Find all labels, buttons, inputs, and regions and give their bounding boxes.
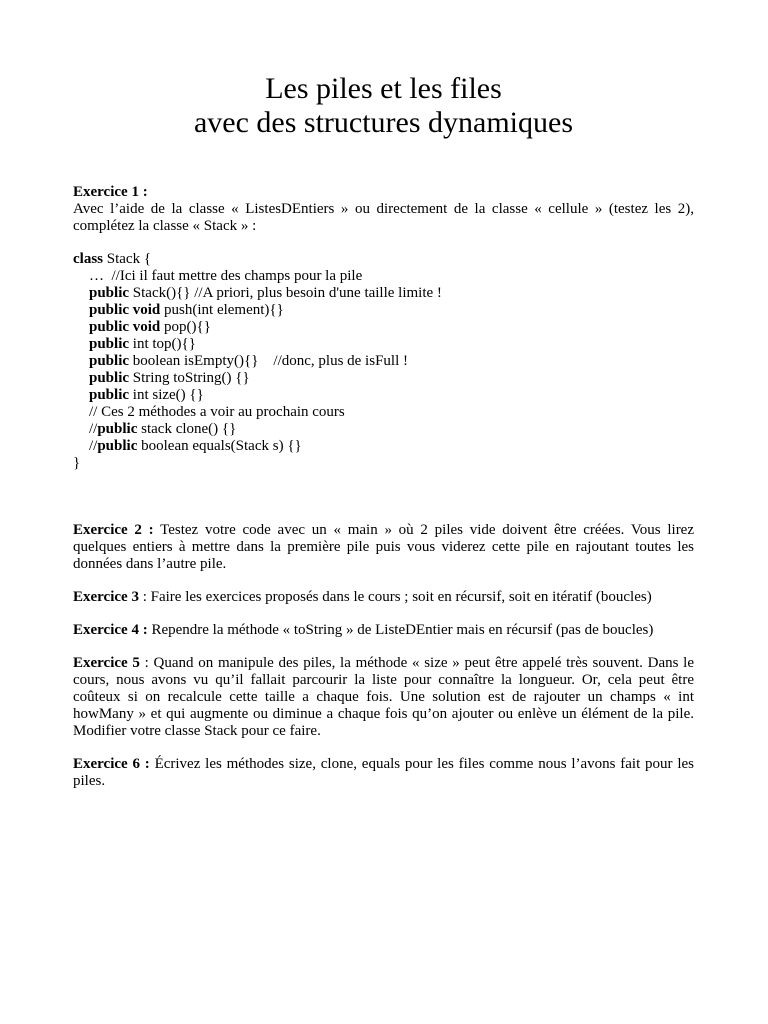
exercise-3 (73, 589, 694, 606)
code-text: Stack(){} //A priori, plus besoin d'une taille limite ! (129, 285, 442, 301)
code-keyword: public void (89, 319, 161, 335)
code-text: Stack { (103, 251, 152, 267)
code-line (73, 285, 694, 302)
code-line (73, 353, 694, 370)
code-line (73, 438, 694, 455)
exercise-6 (73, 756, 694, 790)
code-keyword: public (97, 421, 138, 437)
exercise-1 (73, 184, 694, 235)
code-keyword: public void (89, 302, 161, 318)
code-comment-prefix: // (89, 421, 98, 437)
code-line (73, 370, 694, 387)
code-text: int size() {} (129, 387, 204, 403)
code-keyword: public (89, 387, 130, 403)
exercise-3-text: : Faire les exercices proposés dans le cours ; soit en récursif, soit en itératif (boucles) (138, 589, 652, 605)
exercise-6-label: Exercice 6 : (73, 756, 150, 772)
code-keyword: public (97, 438, 138, 454)
exercise-5-text: : Quand on manipule des piles, la méthode « size » peut être appelé très souvent. Dans le cours, nous avons vu qu’il fallait parcourir la liste pour connaître la longueur. Or, cela peut être coûteux si on recalcule cette taille a chaque fois. Une solution est de rajouter un champs « int howMany » et qui augmente ou diminue a chaque fois qu’on ajouter ou enlève un élément de la pile. Modifier votre classe Stack pour ce faire. (73, 655, 694, 739)
title-line-2: avec des structures dynamiques (193, 106, 574, 139)
code-text: int top(){} (129, 336, 196, 352)
exercise-6-text: Écrivez les méthodes size, clone, equals pour les files comme nous l’avons fait pour les piles. (73, 756, 694, 789)
code-text: boolean isEmpty(){} //donc, plus de isFull ! (129, 353, 408, 369)
exercise-5 (73, 655, 694, 740)
exercise-2 (73, 522, 694, 573)
code-line (73, 421, 694, 438)
code-text: push(int element){} (160, 302, 284, 318)
code-line (73, 319, 694, 336)
exercise-2-text: Testez votre code avec un « main » où 2 piles vide doivent être créées. Vous lirez quelques entiers à mettre dans la première pile puis vous viderez cette pile en rajoutant toutes les données dans l’autre pile. (73, 522, 695, 572)
exercise-3-label: Exercice 3 (73, 589, 139, 605)
code-keyword: class (73, 251, 103, 267)
exercise-2-label: Exercice 2 : (73, 522, 154, 538)
code-text: boolean equals(Stack s) {} (137, 438, 302, 454)
exercise-5-label: Exercice 5 (73, 655, 140, 671)
code-line (73, 404, 694, 421)
code-comment-prefix: // (89, 438, 98, 454)
code-text: pop(){} (160, 319, 211, 335)
code-line (73, 251, 694, 268)
code-text: stack clone() {} (137, 421, 237, 437)
code-text: String toString() {} (129, 370, 250, 386)
page-title (73, 72, 694, 140)
code-line (73, 387, 694, 404)
exercise-1-label: Exercice 1 : (73, 184, 148, 200)
code-keyword: public (89, 285, 130, 301)
code-text: … //Ici il faut mettre des champs pour la pile (89, 268, 363, 284)
exercise-4 (73, 622, 694, 639)
code-comment: // Ces 2 méthodes a voir au prochain cours (89, 404, 345, 420)
code-line (73, 268, 694, 285)
exercise-4-text: Rependre la méthode « toString » de ListeDEntier mais en récursif (pas de boucles) (147, 622, 654, 638)
code-line (73, 302, 694, 319)
exercise-4-label: Exercice 4 : (73, 622, 148, 638)
code-keyword: public (89, 370, 130, 386)
title-line-1: Les piles et les files (265, 72, 502, 105)
code-keyword: public (89, 353, 130, 369)
exercise-1-text: Avec l’aide de la classe « ListesDEntiers » ou directement de la classe « cellule » (testez les 2), complétez la classe « Stack » : (73, 201, 694, 234)
code-line (73, 336, 694, 353)
code-block-stack (73, 251, 694, 472)
code-text: } (73, 455, 81, 471)
code-line (73, 455, 694, 472)
code-keyword: public (89, 336, 130, 352)
